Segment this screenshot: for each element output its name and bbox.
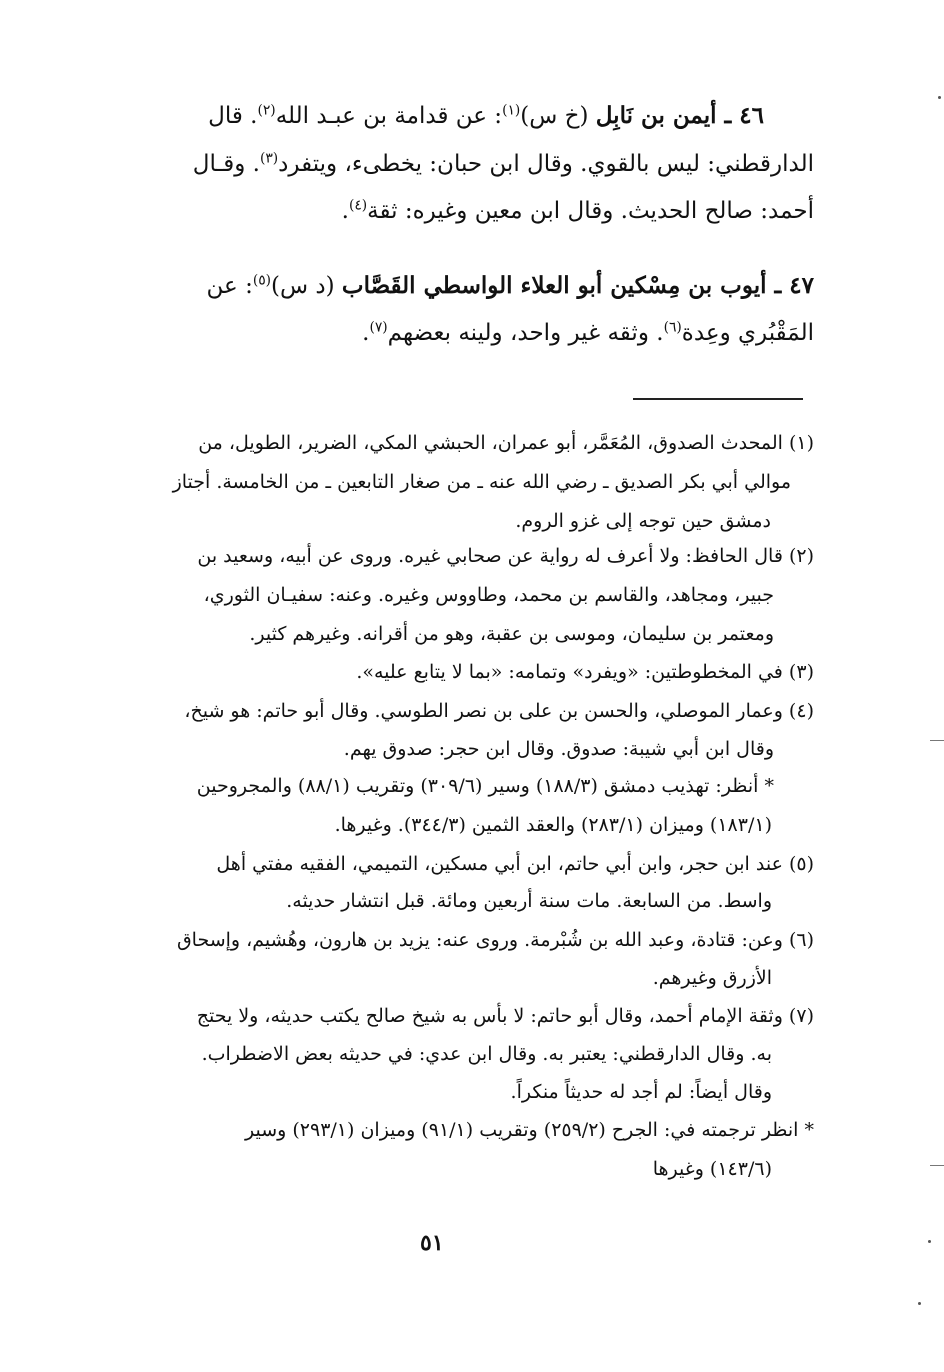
footnote-line: (٦) وعن: قتادة، وعبد الله بن شُبْرمة. وروى عنه: يزيد بن هارون، وهُشيم، وإسحاق <box>176 929 814 951</box>
page-number: ٥١ <box>420 1230 444 1256</box>
text-run: أحمد: صالح الحديث. وقال ابن معين وغيره: ثقة <box>367 198 814 224</box>
footnote-ref[interactable]: (٥) <box>252 272 272 289</box>
footnote-line: به. وقال الدارقطني: يعتبر به. وقال ابن عدي: في حديثه بعض الاضطراب. <box>201 1043 772 1065</box>
footnote-ref[interactable]: (٤) <box>348 197 368 214</box>
text-run: . وقـال <box>192 151 260 177</box>
footnote-separator <box>633 398 803 400</box>
text-run: . <box>362 320 370 346</box>
footnote-ref[interactable]: (١) <box>502 102 521 119</box>
footnote-line: (١٨٣/١) وميزان (٢٨٣/١) والعقد الثمين (٣٤٤/٣). وغيرها. <box>334 814 772 836</box>
footnote-line: (٢) قال الحافظ: ولا أعرف له رواية عن صحابي غيره. وروى عن أبيه، وسعيد بن <box>197 545 814 567</box>
entry-46-line-3 <box>341 197 814 224</box>
scan-dot <box>928 1240 931 1243</box>
footnote-line: دمشق حين توجه إلى غزو الروم. <box>515 510 771 532</box>
text-run: . قال <box>208 103 258 129</box>
narrator-name: أيوب بن مِسْكين أبو العلاء الواسطي القَصَّاب <box>341 272 767 299</box>
footnote-line: * انظر ترجمته في: الجرح (٢٥٩/٢) وتقريب (٩١/١) وميزان (٢٩٣/١) وسير <box>245 1119 814 1141</box>
entry-46-line-2 <box>192 150 814 177</box>
scan-dot <box>938 96 941 99</box>
footnote-line: (١٤٣/٦) وغيرها <box>652 1158 772 1180</box>
footnote-line: (٥) عند ابن حجر، وابن أبي حاتم، ابن أبي مسكين، التميمي، الفقيه مفتي أهل <box>216 853 814 875</box>
footnote-ref[interactable]: (٢) <box>257 102 276 119</box>
footnote-line: وقال ابن أبي شيبة: صدوق. وقال ابن حجر: صدوق يهم. <box>343 738 774 760</box>
footnote-line: (٧) وثقة الإمام أحمد، وقال أبو حاتم: لا بأس به شيخ صالح يكتب حديثه، ولا يحتج <box>196 1005 814 1027</box>
text-run: المَقْبُري وعِدة <box>681 320 814 346</box>
footnote-ref[interactable]: (٦) <box>663 319 682 336</box>
entry-47-line-1 <box>207 274 814 298</box>
scan-mark <box>930 740 944 741</box>
footnote-line: جبير، ومجاهد، والقاسم بن محمد، وطاووس وغيره. وعنه: سفيـان الثوري، <box>203 584 774 606</box>
entry-number: ٤٦ ـ <box>716 102 764 129</box>
footnote-line: * أنظر: تهذيب دمشق (١٨٨/٣) وسير (٣٠٩/٦) وتقريب (٨٨/١) والمجروحين <box>196 775 774 797</box>
footnote-line: (٤) وعمار الموصلي، والحسن بن على بن نصر الطوسي. وقال أبو حاتم: هو شيخ، <box>184 700 814 722</box>
source-code: (د س) <box>271 273 342 299</box>
text-run: : عن قدامة بن عبـد الله <box>275 103 503 129</box>
footnote-ref[interactable]: (٣) <box>259 150 279 167</box>
footnote-line: واسط. من السابعة. مات سنة أربعين ومائة. قبل انتشار حديثه. <box>286 890 772 912</box>
footnote-line: (١) المحدث الصدوق، المُعَمَّر، أبو عمران، الحبشي المكي، الضرير، الطويل، من <box>198 432 814 454</box>
text-run: . <box>341 198 349 224</box>
entry-47-line-2 <box>362 319 814 346</box>
footnote-line: موالي أبي بكر الصديق ـ رضي الله عنه ـ من صغار التابعين ـ من الخامسة. أجتاز <box>172 471 791 493</box>
footnote-line: وقال أيضاً: لم أجد له حديثاً منكراً. <box>510 1081 772 1103</box>
source-code: (خ س) <box>520 103 596 129</box>
text-run: . وثقه غير واحد، ولينه بعضهم <box>387 320 664 346</box>
entry-number: ٤٧ ـ <box>766 272 814 299</box>
narrator-name: أيمن بن نَابِل <box>595 102 717 129</box>
entry-46-line-1 <box>208 104 764 128</box>
scan-mark <box>930 1165 944 1166</box>
text-run: الدارقطني: ليس بالقوي. وقال ابن حبان: يخطىء، ويتفرد <box>278 151 814 177</box>
footnote-line: الأزرق وغيرهم. <box>652 967 772 989</box>
scan-dot <box>918 1302 921 1305</box>
footnote-ref[interactable]: (٧) <box>369 319 388 336</box>
footnote-line: (٣) في المخطوطتين: «ويفرد» وتمامه: «بما لا يتابع عليه». <box>356 661 814 683</box>
footnote-line: ومعتمر بن سليمان، وموسى بن عقبة، وهو من أقرانه. وغيرهم كثير. <box>249 623 774 645</box>
text-run: : عن <box>206 273 253 299</box>
